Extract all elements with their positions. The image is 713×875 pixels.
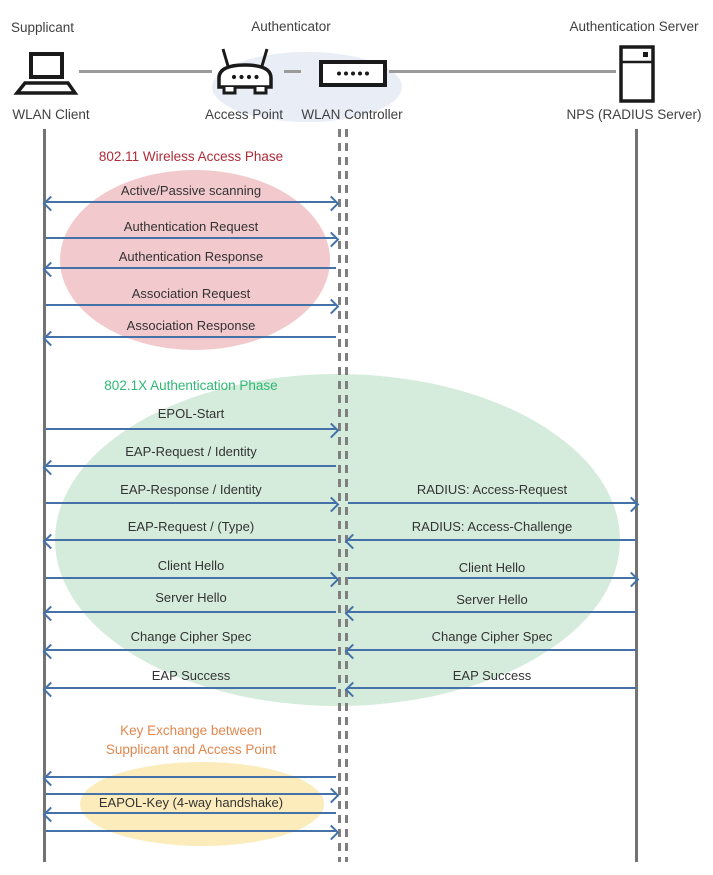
phase3-title-line2: Supplicant and Access Point: [105, 742, 277, 757]
message-label: Server Hello: [456, 592, 528, 607]
message-arrow: [46, 304, 336, 306]
message-arrow: [46, 812, 336, 814]
message-arrow: [348, 539, 636, 541]
node-label-nps-radius-server: NPS (RADIUS Server): [566, 107, 702, 122]
message-label: Association Request: [131, 286, 251, 301]
laptop-icon: [13, 52, 79, 96]
wireless-access-point-icon: [214, 46, 276, 98]
message-arrow: [46, 267, 336, 269]
message-arrow: [348, 611, 636, 613]
message-arrow: [46, 502, 336, 504]
message-arrow: [46, 539, 336, 541]
message-label: EAP-Response / Identity: [120, 482, 262, 497]
phase2-title: 802.1X Authentication Phase: [104, 378, 278, 393]
role-label-authentication-server: Authentication Server: [569, 19, 699, 34]
controller-appliance-icon: [319, 60, 387, 87]
message-label: Client Hello: [157, 558, 225, 573]
message-arrow: [46, 577, 336, 579]
role-label-supplicant: Supplicant: [11, 20, 75, 35]
message-arrow: [46, 336, 336, 338]
message-label: Association Response: [126, 318, 256, 333]
phase1-title: 802.11 Wireless Access Phase: [98, 149, 284, 164]
message-label: EAPOL-Key (4-way handshake): [98, 795, 284, 810]
message-label: Change Cipher Spec: [431, 629, 553, 644]
message-arrow: [46, 465, 336, 467]
node-label-access-point: Access Point: [204, 107, 284, 122]
arrowhead-right-icon: [324, 824, 340, 840]
phase3-title: [46, 721, 336, 759]
message-arrow: [348, 687, 636, 689]
message-label: EPOL-Start: [157, 406, 225, 421]
message-arrow: [348, 577, 636, 579]
connector-line: [284, 70, 301, 73]
connector-line: [79, 70, 212, 73]
message-label: Authentication Response: [118, 249, 264, 264]
message-arrow: [46, 428, 336, 430]
message-label: Change Cipher Spec: [130, 629, 252, 644]
message-arrow: [46, 649, 336, 651]
role-label-authenticator: Authenticator: [251, 19, 331, 34]
message-label: EAP Success: [151, 668, 231, 683]
message-arrow: [46, 776, 336, 778]
message-arrow: [46, 830, 336, 832]
node-label-wlan-controller: WLAN Controller: [301, 107, 403, 122]
message-label: Active/Passive scanning: [120, 183, 262, 198]
connector-line: [389, 70, 616, 73]
phase3-title-line1: Key Exchange between: [120, 723, 262, 738]
message-arrow: [46, 201, 336, 203]
message-label: Client Hello: [458, 560, 526, 575]
message-label: Authentication Request: [123, 219, 259, 234]
message-arrow: [46, 687, 336, 689]
message-arrow: [46, 237, 336, 239]
message-label: RADIUS: Access-Request: [416, 482, 568, 497]
message-label: EAP-Request / (Type): [127, 519, 255, 534]
message-label: Server Hello: [155, 590, 227, 605]
message-arrow: [46, 611, 336, 613]
message-label: RADIUS: Access-Challenge: [411, 519, 573, 534]
message-label: EAP-Request / Identity: [125, 444, 257, 459]
server-tower-icon: [618, 45, 656, 103]
message-arrow: [348, 649, 636, 651]
message-arrow: [348, 502, 636, 504]
message-label: EAP Success: [452, 668, 532, 683]
node-label-wlan-client: WLAN Client: [12, 107, 90, 122]
